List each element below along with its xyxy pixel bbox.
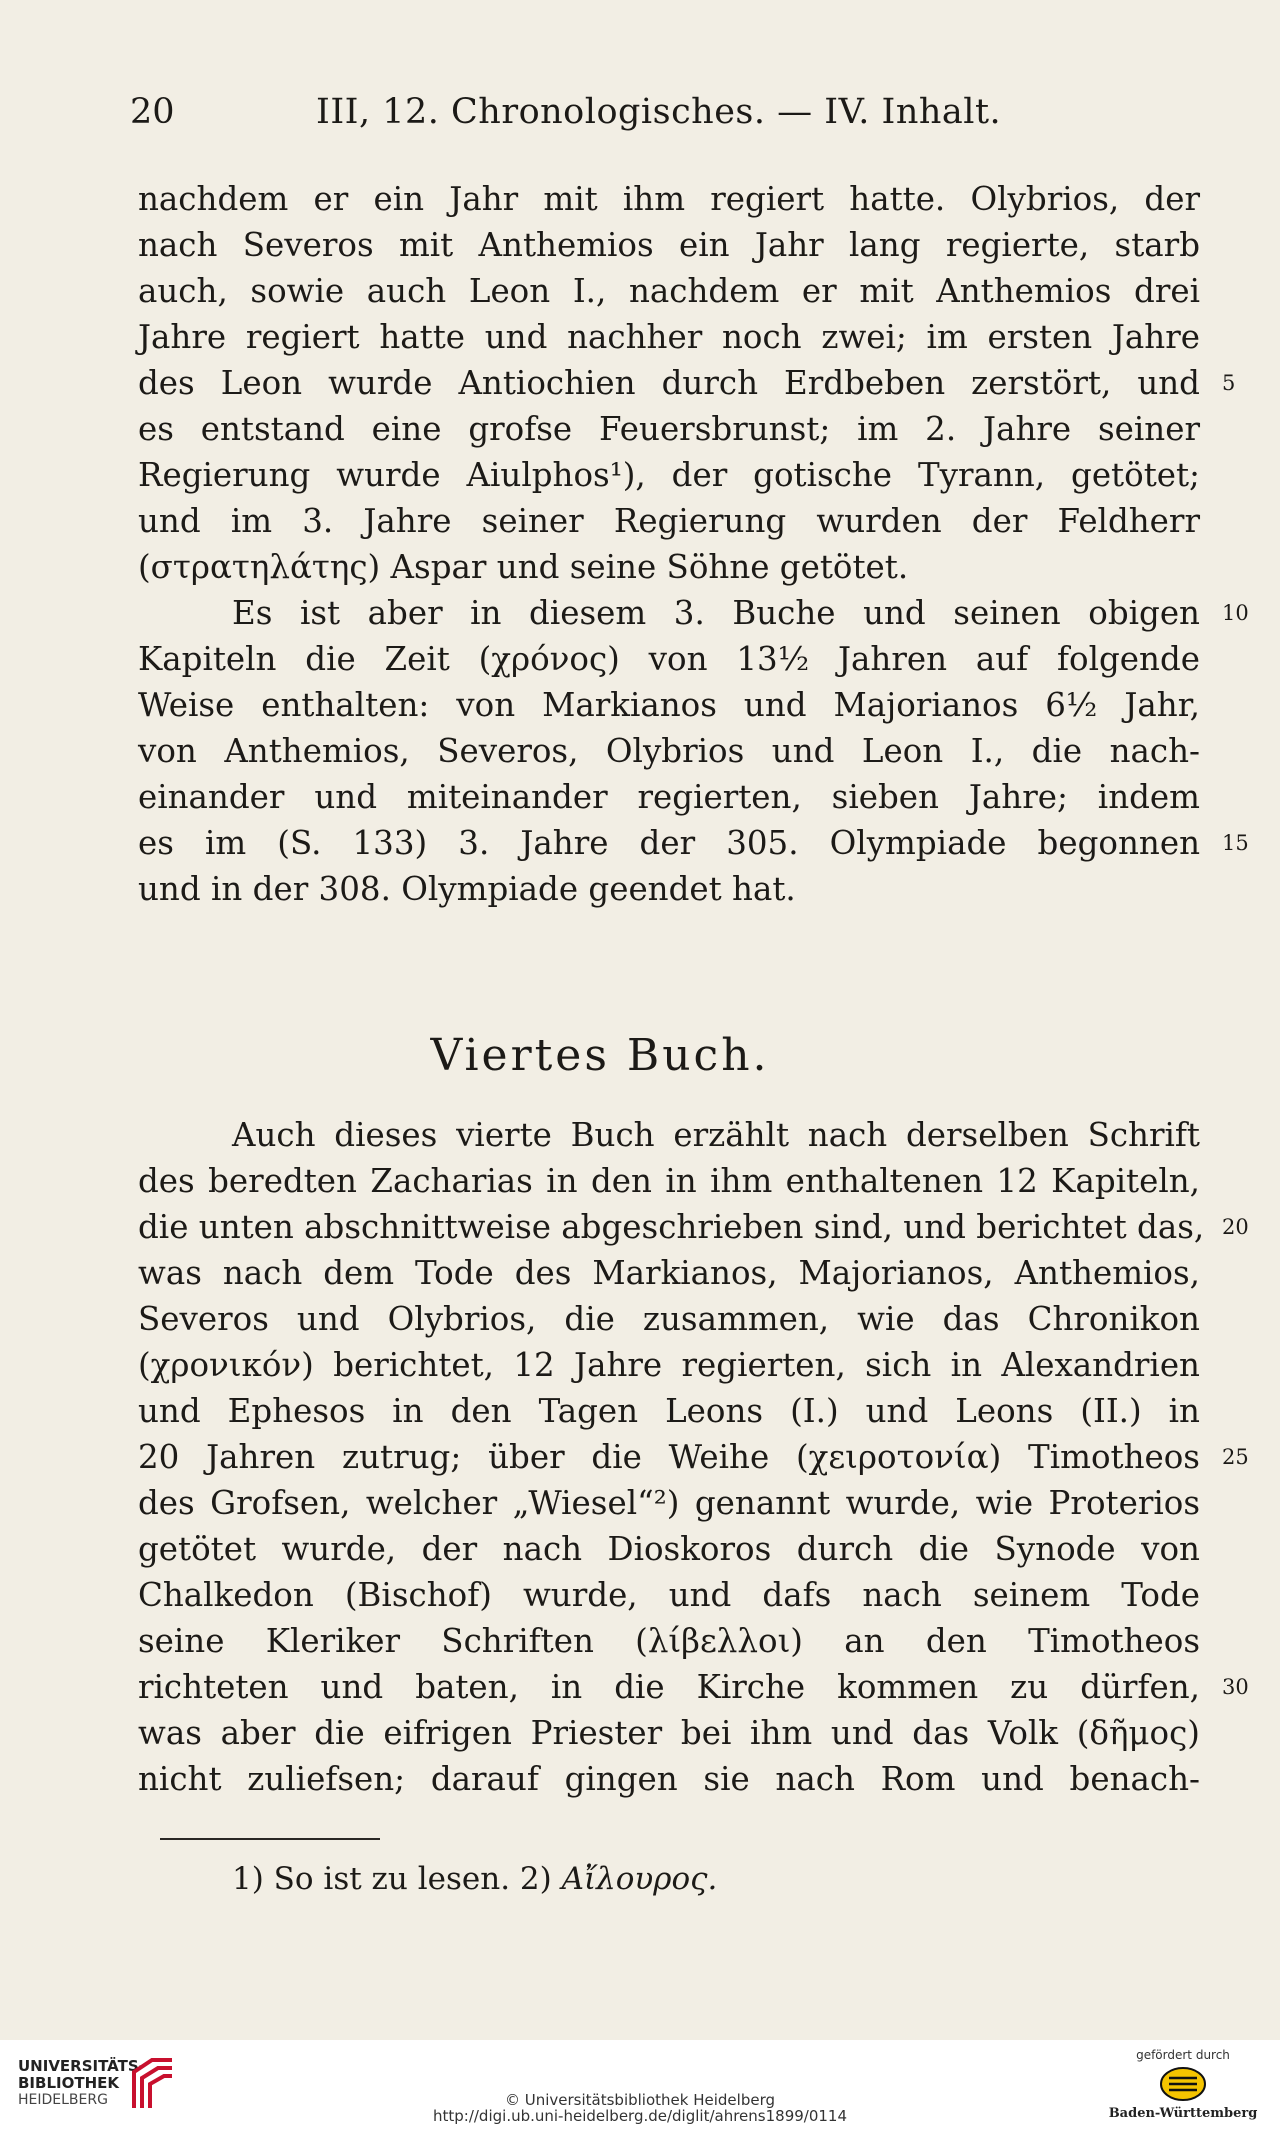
- permalink-url[interactable]: http://digi.ub.uni-heidelberg.de/diglit/ahrens1899/0114: [432, 2107, 848, 2125]
- copyright-block: [0, 2092, 1280, 2124]
- text-line: einander und miteinander regierten, sieben Jahre; indem: [138, 778, 1200, 816]
- sponsor-text: gefördert durch: [1136, 2048, 1230, 2062]
- text-line: was aber die eifrigen Priester bei ihm und das Volk (δῆμος): [138, 1714, 1200, 1752]
- text-line: Jahre regiert hatte und nachher noch zwei; im ersten Jahre: [138, 318, 1200, 356]
- text-line: (χρονικόν) berichtet, 12 Jahre regierten, sich in Alexandrien: [138, 1346, 1200, 1384]
- text-line: des Grofsen, welcher „Wiesel“²) genannt wurde, wie Proterios: [138, 1484, 1200, 1522]
- copyright-text: © Universitätsbibliothek Heidelberg: [504, 2091, 775, 2109]
- section-heading: Viertes Buch.: [430, 1030, 770, 1081]
- text-line: es im (S. 133) 3. Jahre der 305. Olympiade begonnen: [138, 824, 1200, 862]
- sponsor-block: [1108, 2048, 1258, 2121]
- text-line: Kapiteln die Zeit (χρόνος) von 13½ Jahren auf folgende: [138, 640, 1200, 678]
- logo-line-2: BIBLIOTHEK: [18, 2074, 119, 2092]
- state-crest-icon: [1159, 2066, 1207, 2102]
- text-line: Regierung wurde Aiulphos¹), der gotische Tyrann, getötet;: [138, 456, 1200, 494]
- text-line: Chalkedon (Bischof) wurde, und dafs nach seinem Tode: [138, 1576, 1200, 1614]
- text-line: und Ephesos in den Tagen Leons (I.) und Leons (II.) in: [138, 1392, 1200, 1430]
- text-line: Severos und Olybrios, die zusammen, wie das Chronikon: [138, 1300, 1200, 1338]
- running-header: [130, 92, 1020, 142]
- text-line: des beredten Zacharias in den in ihm enthaltenen 12 Kapiteln,: [138, 1162, 1200, 1200]
- logo-line-3: HEIDELBERG: [18, 2092, 108, 2108]
- text-line: nicht zuliefsen; darauf gingen sie nach Rom und benach-: [138, 1760, 1200, 1798]
- text-line: nach Severos mit Anthemios ein Jahr lang regierte, starb: [138, 226, 1200, 264]
- line-number: 30: [1222, 1675, 1249, 1699]
- sponsor-state: Baden-Württemberg: [1108, 2106, 1258, 2121]
- running-title: III, 12. Chronologisches. — IV. Inhalt.: [316, 92, 1002, 132]
- text-line: die unten abschnittweise abgeschrieben sind, und berichtet das,: [138, 1208, 1205, 1246]
- text-line: Auch dieses vierte Buch erzählt nach derselben Schrift: [232, 1116, 1200, 1154]
- line-number: 15: [1222, 831, 1249, 855]
- text-line: 20 Jahren zutrug; über die Weihe (χειροτονία) Timotheos: [138, 1438, 1200, 1476]
- logo-line-1: UNIVERSITÄTS-: [18, 2057, 145, 2075]
- line-number: 20: [1222, 1215, 1249, 1239]
- text-line: auch, sowie auch Leon I., nachdem er mit Anthemios drei: [138, 272, 1200, 310]
- text-line: es entstand eine grofse Feuersbrunst; im 2. Jahre seiner: [138, 410, 1200, 448]
- footnote-rule: [160, 1838, 380, 1840]
- footnote-text: 1) So ist zu lesen. 2): [232, 1861, 562, 1897]
- line-number: 10: [1222, 601, 1249, 625]
- text-line: richteten und baten, in die Kirche kommen zu dürfen,: [138, 1668, 1200, 1706]
- footnote: [232, 1856, 717, 1902]
- text-line: (στρατηλάτης) Aspar und seine Söhne getötet.: [138, 548, 909, 586]
- footnote-greek: Αἴλουρος.: [561, 1861, 718, 1897]
- text-line: Es ist aber in diesem 3. Buche und seinen obigen: [232, 594, 1200, 632]
- text-line: was nach dem Tode des Markianos, Majorianos, Anthemios,: [138, 1254, 1200, 1292]
- line-number: 25: [1222, 1445, 1249, 1469]
- library-footer: [0, 2040, 1280, 2134]
- line-number: 5: [1222, 371, 1236, 395]
- text-line: des Leon wurde Antiochien durch Erdbeben zerstört, und: [138, 364, 1200, 402]
- text-line: und in der 308. Olympiade geendet hat.: [138, 870, 796, 908]
- text-line: und im 3. Jahre seiner Regierung wurden der Feldherr: [138, 502, 1200, 540]
- text-line: getötet wurde, der nach Dioskoros durch die Synode von: [138, 1530, 1200, 1568]
- text-line: seine Kleriker Schriften (λίβελλοι) an den Timotheos: [138, 1622, 1200, 1660]
- text-line: von Anthemios, Severos, Olybrios und Leon I., die nach-: [138, 732, 1200, 770]
- text-line: nachdem er ein Jahr mit ihm regiert hatte. Olybrios, der: [138, 180, 1200, 218]
- page-number: 20: [130, 92, 175, 132]
- text-line: Weise enthalten: von Markianos und Majorianos 6½ Jahr,: [138, 686, 1200, 724]
